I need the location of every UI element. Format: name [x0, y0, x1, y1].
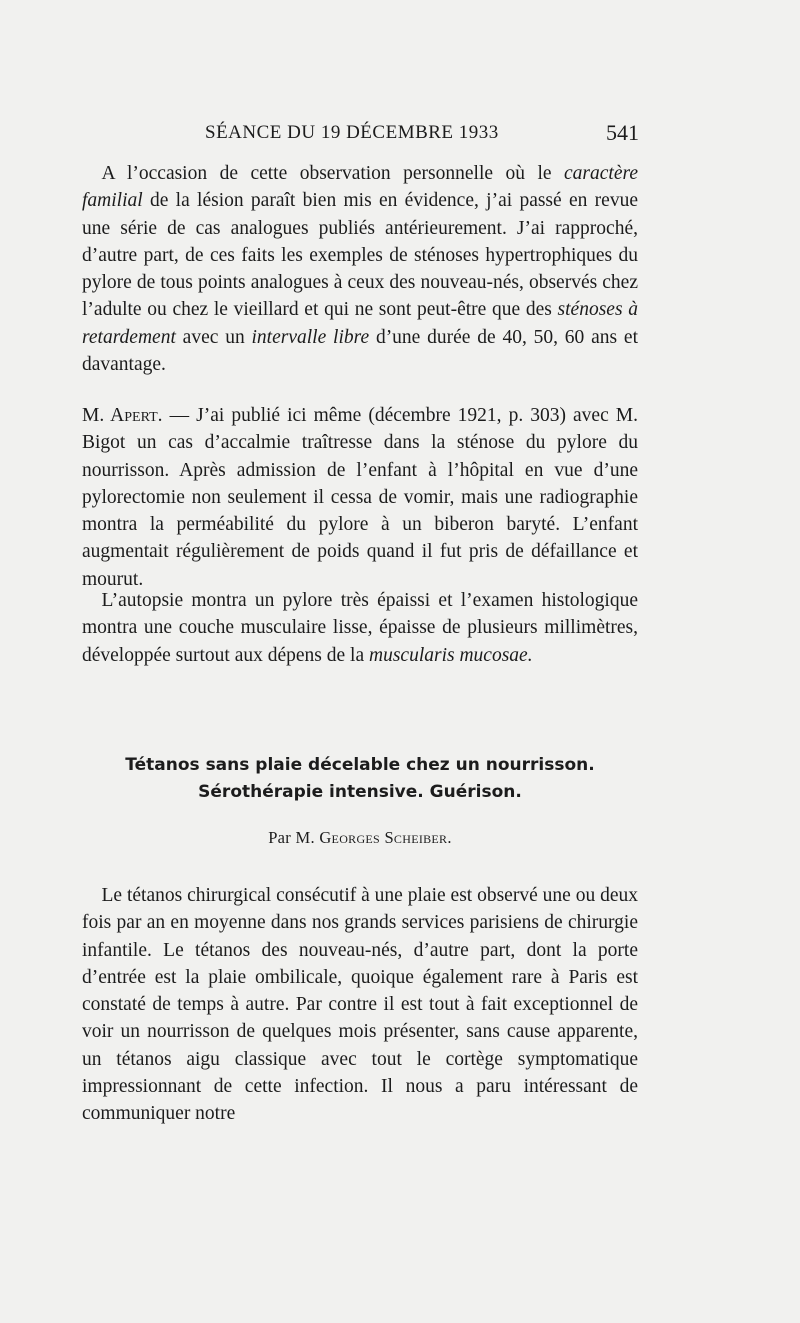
- author-prefix: Par M.: [268, 828, 320, 847]
- paragraph-1-text-a: A l’occasion de cette observation personnelle où le: [101, 163, 564, 184]
- paragraph-4: [82, 882, 638, 1128]
- paragraph-2-text: — J’ai publié ici même (décembre 1921, p. 303) avec M. Bigot un cas d’accalmie traîtresse dans la sténose du pylore du nourrisson. Après admission de l’enfant à l’hôpital en vue d’une pylorectomie non seulement il cessa de vomir, mais une radiographie montra la perméabilité du pylore à un biberon baryté. L’enfant augmentait régulièrement de poids quand il fut pris de défaillance et mourut.: [82, 405, 638, 590]
- paragraph-3-emphasis: muscularis mucosae.: [369, 644, 533, 666]
- paragraph-4-text: Le tétanos chirurgical consécutif à une plaie est observé une ou deux fois par an en moyenne dans nos grands services parisiens de chirurgie infantile. Le tétanos des nouveau-nés, d’autre part, dont la porte d’entrée est la plaie ombilicale, quoique également rare à Paris est constaté de temps à autre. Par contre il est tout à fait exceptionnel de voir un nourrisson de quelques mois présenter, sans cause apparente, un tétanos aigu classique avec tout le cortège symptomatique impressionnant de cette infection. Il nous a paru intéressant de communiquer notre: [82, 885, 638, 1125]
- paragraph-3-text: L’autopsie montra un pylore très épaissi et l’examen histologique montra une couche musculaire lisse, épaisse de plusieurs millimètres, développée surtout aux dépens de la: [82, 590, 638, 666]
- article-author: [82, 828, 638, 848]
- author-name: Georges Scheiber.: [319, 828, 452, 847]
- paragraph-1-emphasis-b: sténoses à retardement: [82, 299, 638, 348]
- paragraph-1-emphasis-c: intervalle libre: [251, 326, 370, 348]
- paragraph-1-emphasis-a: caractère familial: [82, 163, 638, 212]
- speaker-name: M. Apert.: [82, 405, 163, 426]
- paragraph-1-text-d: d’une durée de 40, 50, 60 ans et davantage.: [82, 326, 638, 376]
- running-title: SÉANCE DU 19 DÉCEMBRE 1933: [205, 122, 499, 143]
- paragraph-1-text-b: de la lésion paraît bien mis en évidence, j’ai passé en revue une série de cas analogues publiés antérieurement. J’ai rapproché, d’autre part, de ces faits les exemples de sténoses hypertrophiques du pylore de tous points analogues à ceux des nouveau-nés, observés chez l’adulte ou chez le vieillard et qui ne sont peut-être que des: [82, 190, 638, 321]
- page-number: 541: [606, 120, 639, 145]
- paragraph-1: [82, 160, 638, 378]
- running-header: [205, 122, 639, 150]
- article-title-line-2: Sérothérapie intensive. Guérison.: [198, 782, 522, 802]
- paragraph-2: [82, 402, 638, 593]
- paragraph-1-text-c: avec un: [175, 326, 252, 348]
- paragraph-3: [82, 587, 638, 669]
- article-title-line-1: Tétanos sans plaie décelable chez un nourrisson.: [125, 755, 595, 775]
